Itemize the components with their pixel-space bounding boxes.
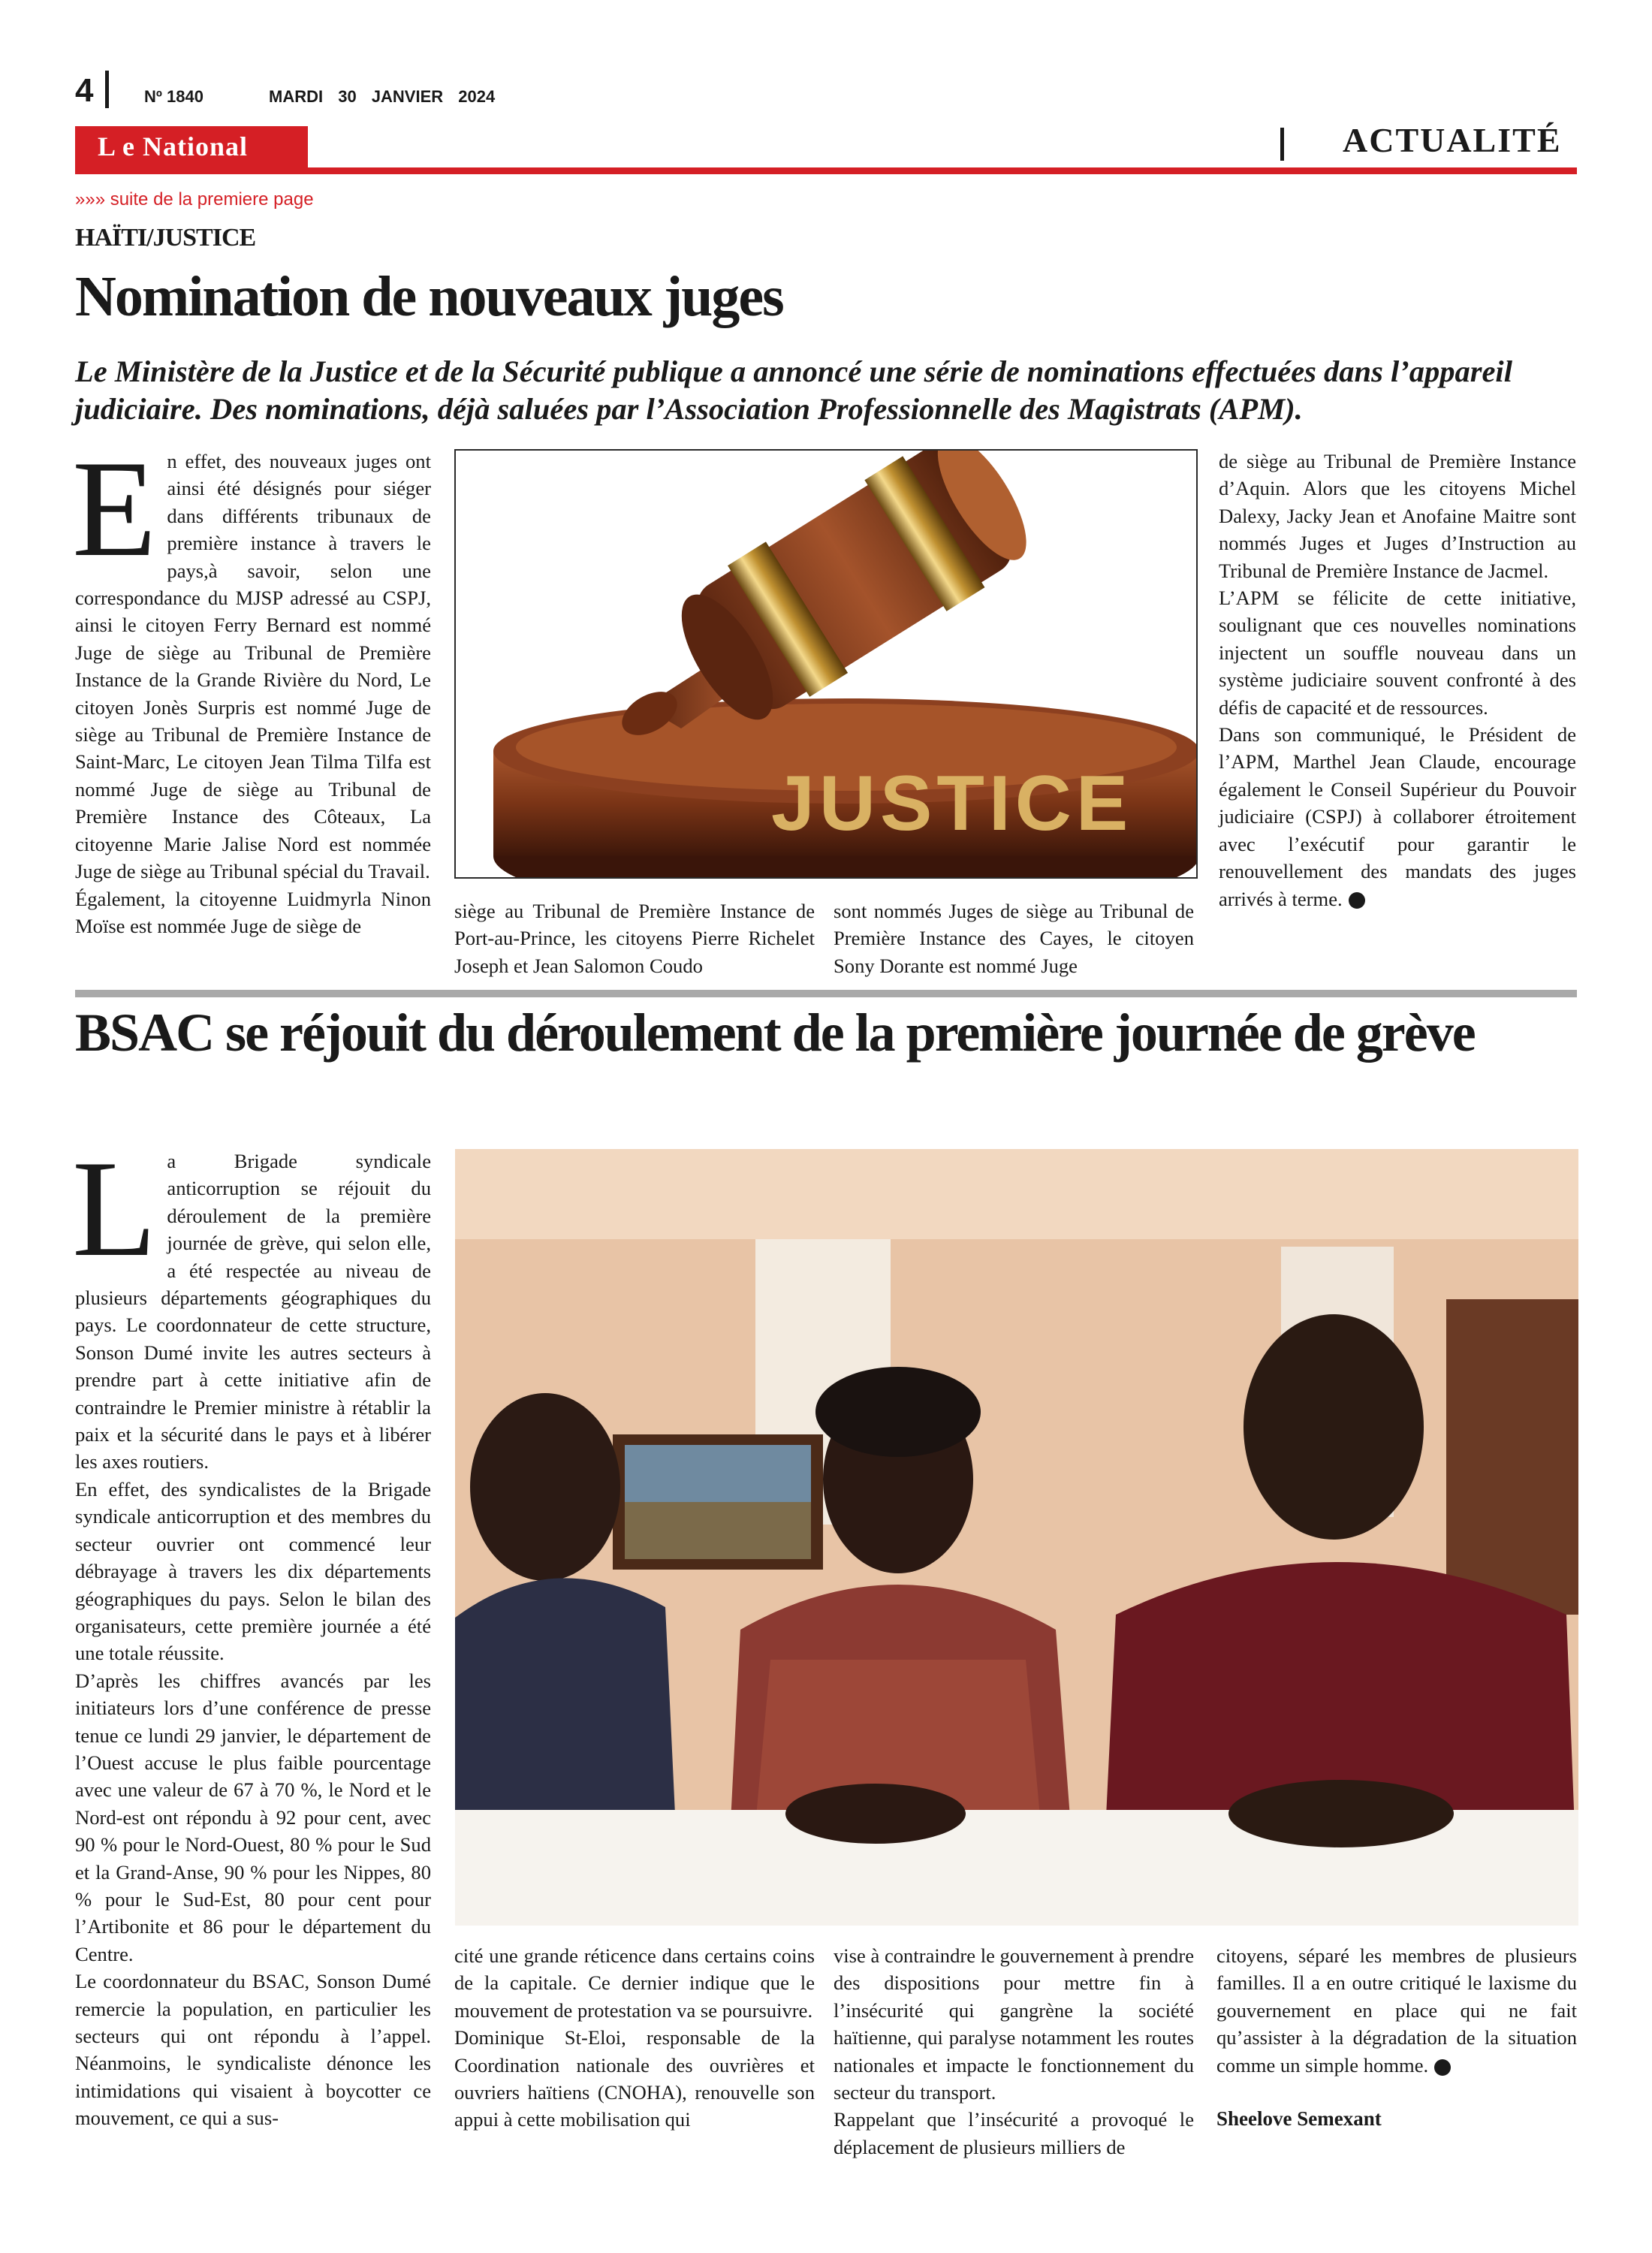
gavel-icon <box>456 451 1196 877</box>
article2-column-1 <box>72 1132 431 2132</box>
article1-headline: Nomination de nouveaux juges <box>75 265 783 328</box>
article1-column-2 <box>454 897 815 979</box>
article2-paragraph: a Brigade syndicale anticorruption se réjouit du déroulement de la première journée de grève, qui selon elle, a été respectée au niveau de plusieurs départements géographiques du pays. Le coordonnateur de cette structure, Sonson Dumé invite les autres secteurs à prendre part à cette initiative afin de contraindre le Premier ministre à rétablir la paix et la sécurité dans le pays et à libérer les axes routiers. <box>75 1150 431 1473</box>
article1-dropcap: E <box>72 432 157 585</box>
article1-standfirst: Le Ministère de la Justice et de la Sécurité publique a annoncé une série de nominations effectuées dans l’appareil judiciaire. Des nominations, déjà saluées par l’Association Professionnelle des Magistrats (APM). <box>75 354 1512 426</box>
gavel-engraving: JUSTICE <box>771 760 1133 847</box>
people-photo-icon <box>455 1149 1578 1926</box>
article2-paragraph: Le coordonnateur du BSAC, Sonson Dumé remercie la population, en particulier les secteurs qui ont répondu à l’appel. Néanmoins, le syndicaliste dénonce les intimidations qui visaient à boycotter ce mouvement, ce qui a sus- <box>75 1970 431 2130</box>
press-conference-photo <box>455 1149 1578 1926</box>
section-label: ACTUALITÉ <box>1343 121 1562 159</box>
issue-number: Nº 1840 <box>144 87 203 106</box>
article2-paragraph: D’après les chiffres avancés par les initiateurs lors d’une conférence de presse tenue ce lundi 29 janvier, le département de l’Ouest accuse le plus faible pourcentage avec une valeur de 67 à 70 %, le Nord et le Nord-est ont répondu à 92 pour cent, avec 90 % pour le Nord-Ouest, 80 % pour le Sud et la Grand-Anse, 90 % pour les Nippes, 80 % pour le Sud-Est, 80 pour cent pour l’Artibonite et 86 pour le département du Centre. <box>75 1669 431 1965</box>
article2-column-3 <box>834 1942 1194 2161</box>
article2-paragraph: cité une grande réticence dans certains coins de la capitale. Ce dernier indique que le mouvement de protestation va se poursuivre. <box>454 1944 815 2022</box>
byline: Sheelove Semexant <box>1216 2107 1382 2130</box>
article-divider <box>75 990 1577 997</box>
article1-paragraph: de siège au Tribunal de Première Instance d’Aquin. Alors que les citoyens Michel Dalexy, Jacky Jean et Anofaine Maitre sont nommés Juges et Juges d’Instruction au Tribunal de Première Instance de Jacmel. <box>1219 450 1576 582</box>
article2-paragraph: citoyens, séparé les membres de plusieurs familles. Il a en outre critiqué le laxisme du gouvernement en place qui ne fait qu’assister à la dégradation de la situation comme un simple homme. <box>1216 1944 1577 2077</box>
article1-paragraph: siège au Tribunal de Première Instance de Port-au-Prince, les citoyens Pierre Richelet Joseph et Jean Salomon Coudo <box>454 900 815 977</box>
article2-headline: BSAC se réjouit du déroulement de la première journée de grève <box>75 1003 1475 1063</box>
article2-paragraph: Rappelant que l’insécurité a provoqué le déplacement de plusieurs milliers de <box>834 2108 1194 2158</box>
end-of-article-icon <box>1434 2059 1451 2076</box>
gavel-photo <box>454 449 1198 879</box>
article1-column-4 <box>1219 448 1576 912</box>
article2-paragraph: vise à contraindre le gouvernement à prendre des dispositions pour mettre fin à l’insécurité qui gangrène la société haïtienne, qui paralyse notamment les routes nationales et impacte le fonctionnement du secteur du transport. <box>834 1944 1194 2104</box>
article2-paragraph: En effet, des syndicalistes de la Brigade syndicale anticorruption et des membres du secteur ouvrier ont commencé leur débrayage à travers les dix départements géographiques du pays. Selon le bilan des organisateurs, cette première journée a été une totale réussite. <box>75 1477 431 1665</box>
article1-paragraph: Dans son communiqué, le Président de l’APM, Marthel Jean Claude, encourage également le Conseil Supérieur du Pouvoir judiciaire (CSPJ) à collaborer étroitement avec l’exécutif pour garantir le renouvellement des mandats des juges arrivés à terme. <box>1219 723 1576 910</box>
article1-column-3 <box>834 897 1194 979</box>
page-number: 4 <box>75 72 94 109</box>
header-rule <box>75 167 1577 174</box>
article1-paragraph: L’APM se félicite de cette initiative, soulignant que ces nouvelles nominations injectent un souffle nouveau dans un système judiciaire souvent confronté à des défis de capacité et de ressources. <box>1219 587 1576 719</box>
article1-kicker: HAÏTI/JUSTICE <box>75 224 256 252</box>
article2-paragraph: Dominique St-Eloi, responsable de la Coordination nationale des ouvrières et ouvriers haïtiens (CNOHA), renouvelle son appui à cette mobilisation qui <box>454 2026 815 2131</box>
article2-dropcap: L <box>72 1132 157 1285</box>
section-divider <box>1280 128 1284 161</box>
article1-paragraph: n effet, des nouveaux juges ont ainsi été désignés pour siéger dans différents tribunaux de première instance à travers le pays,à savoir, selon une correspondance du MJSP adressé au CSPJ, ainsi le citoyen Ferry Bernard est nommé Juge de siège au Tribunal de Première Instance de la Grande Rivière du Nord, Le citoyen Jonès Surpris est nommé Juge de siège au Tribunal de Première Instance de Saint-Marc, Le citoyen Jean Tilma Tilfa est nommé Juge de siège au Tribunal de Première Instance des Côteaux, La citoyenne Marie Jalise Nord est nommée Juge de siège au Tribunal spécial du Travail. <box>75 450 431 883</box>
continued-note: »»» suite de la premiere page <box>75 189 314 210</box>
issue-date: MARDI 30 JANVIER 2024 <box>269 87 496 106</box>
article1-paragraph: sont nommés Juges de siège au Tribunal de Première Instance des Cayes, le citoyen Sony Dorante est nommé Juge <box>834 900 1194 977</box>
article1-paragraph: Également, la citoyenne Luidmyrla Ninon Moïse est nommée Juge de siège de <box>75 887 431 937</box>
article2-column-2 <box>454 1942 815 2134</box>
article1-column-1 <box>72 432 431 940</box>
page-number-divider <box>105 71 109 108</box>
end-of-article-icon <box>1349 892 1365 909</box>
brand-name: L e National <box>98 131 249 161</box>
article2-column-4 <box>1216 1942 1577 2079</box>
